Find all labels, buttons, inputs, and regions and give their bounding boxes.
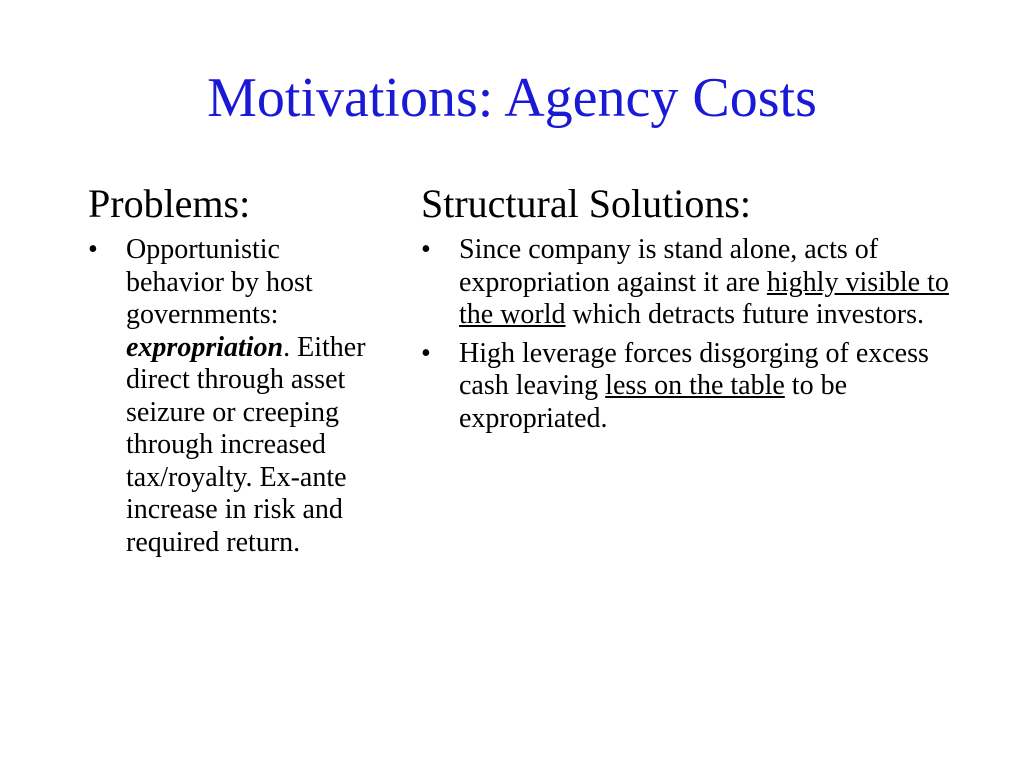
list-item <box>421 234 981 332</box>
problems-list <box>88 234 378 559</box>
bullet-text: High leverage forces disgorging of excess cash leaving <box>459 337 929 401</box>
bullet-text: to be expropriated. <box>459 370 848 434</box>
bullet-text: . Either direct through asset seizure or creeping through increased tax/royalty. Ex-ante increase in risk and required return. <box>126 331 366 558</box>
bullet-emphasis: expropriation <box>126 331 284 363</box>
bullet-icon: • <box>88 234 98 265</box>
solutions-column <box>421 178 981 441</box>
problems-heading: Problems: <box>88 181 251 226</box>
slide-title: Motivations: Agency Costs <box>207 67 817 129</box>
list-item <box>421 338 981 436</box>
problems-column <box>88 178 378 565</box>
solutions-heading: Structural Solutions: <box>421 181 751 226</box>
bullet-text: Opportunistic behavior by host governments: <box>126 234 313 330</box>
bullet-text: which detracts future investors. <box>565 299 924 330</box>
bullet-icon: • <box>421 234 431 265</box>
bullet-text: Since company is stand alone, acts of expropriation against it are <box>459 234 879 298</box>
solutions-list <box>421 234 981 435</box>
bullet-icon: • <box>421 337 431 369</box>
list-item <box>88 234 378 559</box>
bullet-underlined-text: highly visible to the world <box>459 266 949 330</box>
bullet-underlined-text: less on the table <box>605 370 785 401</box>
